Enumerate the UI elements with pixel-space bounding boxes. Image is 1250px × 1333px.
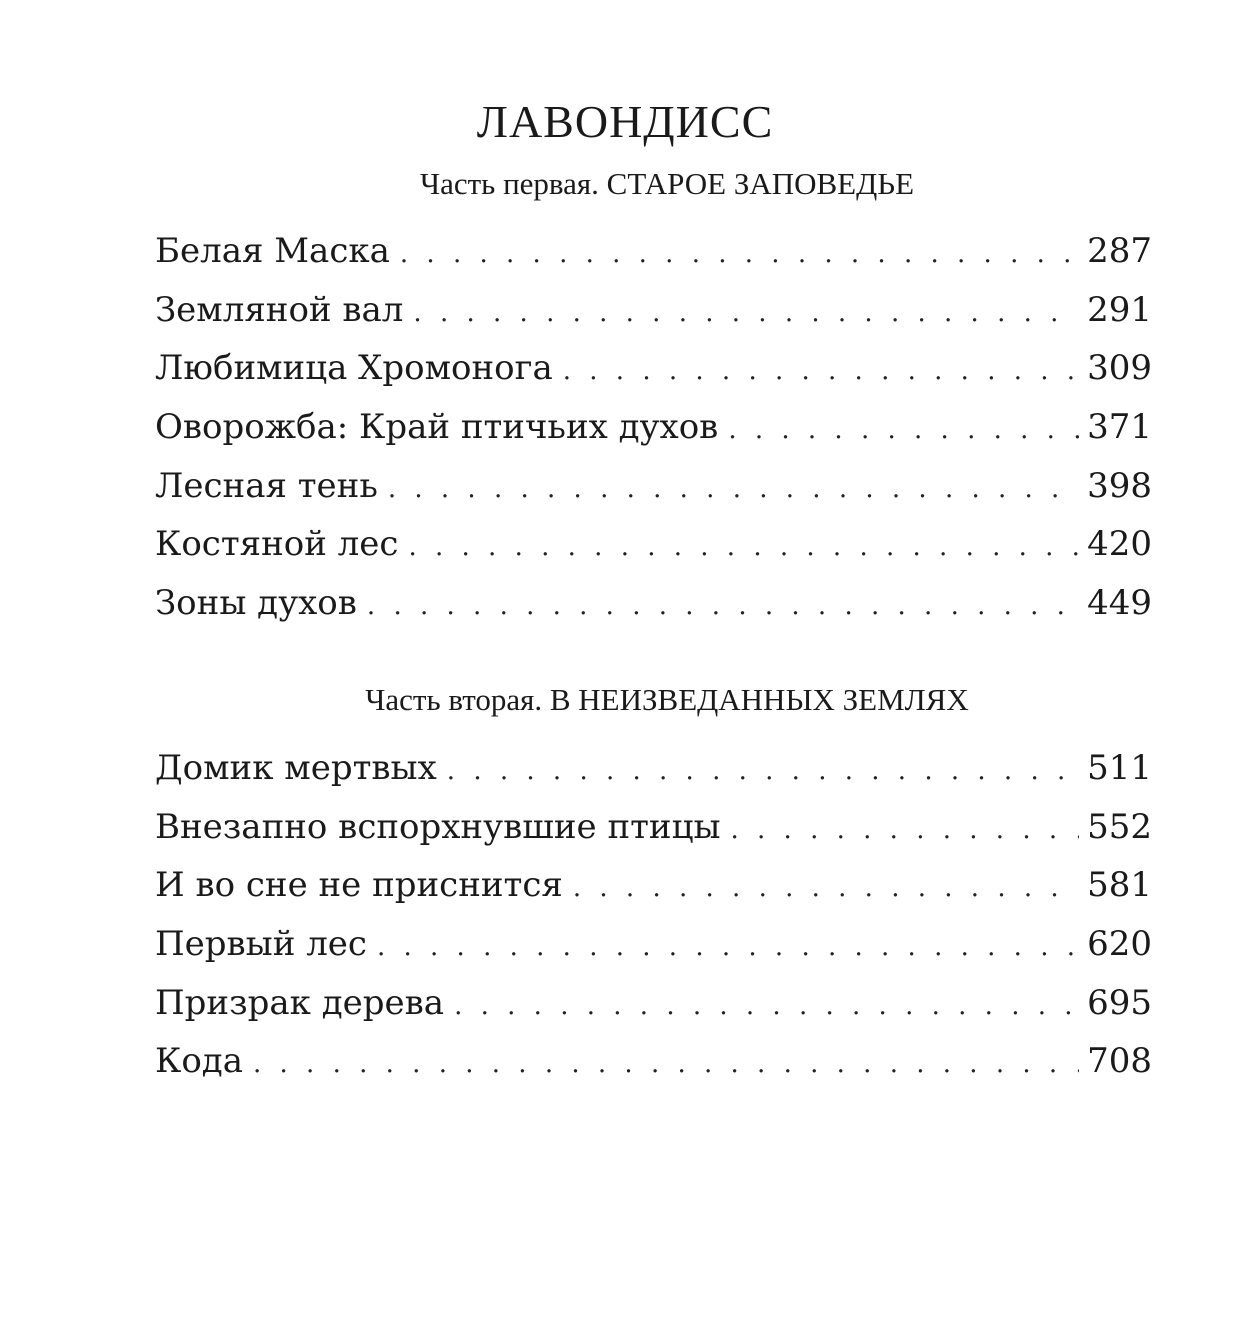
toc-entry-title: Оворожба: Край птичьих духов [155, 407, 719, 448]
dot-leader [413, 284, 1079, 340]
toc-entry[interactable] [155, 515, 1152, 574]
toc-entry[interactable] [155, 398, 1152, 457]
toc-entry[interactable] [155, 856, 1152, 915]
toc-entry-page: 420 [1087, 524, 1152, 565]
toc-entry-page: 552 [1087, 806, 1152, 847]
toc-entry[interactable] [155, 222, 1152, 281]
toc-entry-title: Первый лес [155, 924, 367, 965]
toc-entry-title: Лесная тень [155, 465, 378, 506]
dot-leader [377, 918, 1079, 974]
dot-leader [388, 460, 1079, 516]
toc-entry-title: Призрак дерева [155, 982, 445, 1023]
toc-entry-page: 449 [1087, 583, 1152, 624]
toc-entry[interactable] [155, 915, 1152, 974]
toc-entry-page: 581 [1087, 865, 1152, 906]
toc-entry-page: 511 [1087, 748, 1152, 788]
dot-leader [563, 342, 1079, 398]
dot-leader [728, 401, 1079, 457]
toc-entry-page: 291 [1087, 289, 1152, 330]
toc-entry[interactable] [155, 281, 1152, 340]
toc-entry-title: Внезапно вспорхнувшие птицы [155, 806, 721, 847]
dot-leader [253, 1035, 1079, 1091]
toc-entry-page: 371 [1087, 407, 1152, 448]
toc-entry-title: Костяной лес [155, 524, 399, 565]
dot-leader [731, 801, 1080, 857]
dot-leader [447, 742, 1079, 798]
dot-leader [400, 225, 1079, 281]
toc-entry[interactable] [155, 1032, 1152, 1091]
toc-entry[interactable] [155, 574, 1152, 633]
toc-entry[interactable] [155, 974, 1152, 1033]
toc-entry-title: Любимица Хромонога [155, 348, 553, 389]
dot-leader [573, 859, 1079, 915]
toc-entry[interactable] [155, 798, 1152, 857]
toc-entry-title: Белая Маска [155, 231, 390, 271]
toc-entry-title: Земляной вал [155, 289, 404, 330]
toc-entry[interactable] [155, 457, 1152, 516]
toc-entry-title: Домик мертвых [155, 748, 437, 788]
toc-entry-title: И во сне не приснится [155, 865, 563, 906]
toc-entry-page: 398 [1087, 465, 1152, 506]
part-two-toc [155, 739, 1152, 1091]
part-one-heading: Часть первая. СТАРОЕ ЗАПОВЕДЬЕ [419, 166, 915, 201]
toc-entry-title: Зоны духов [155, 583, 357, 624]
dot-leader [408, 518, 1079, 574]
dot-leader [454, 977, 1079, 1033]
dot-leader [367, 577, 1079, 633]
toc-entry-page: 695 [1087, 982, 1152, 1023]
toc-entry-page: 620 [1087, 924, 1152, 965]
toc-entry-title: Кода [155, 1041, 243, 1082]
toc-entry-page: 708 [1087, 1041, 1152, 1082]
part-one-toc [155, 222, 1152, 633]
toc-entry-page: 309 [1087, 348, 1152, 389]
toc-entry-page: 287 [1087, 231, 1152, 271]
toc-entry[interactable] [155, 739, 1152, 798]
part-two-heading: Часть вторая. В НЕИЗВЕДАННЫХ ЗЕМЛЯХ [365, 682, 969, 717]
toc-entry[interactable] [155, 339, 1152, 398]
book-title: ЛАВОНДИСС [476, 96, 774, 147]
